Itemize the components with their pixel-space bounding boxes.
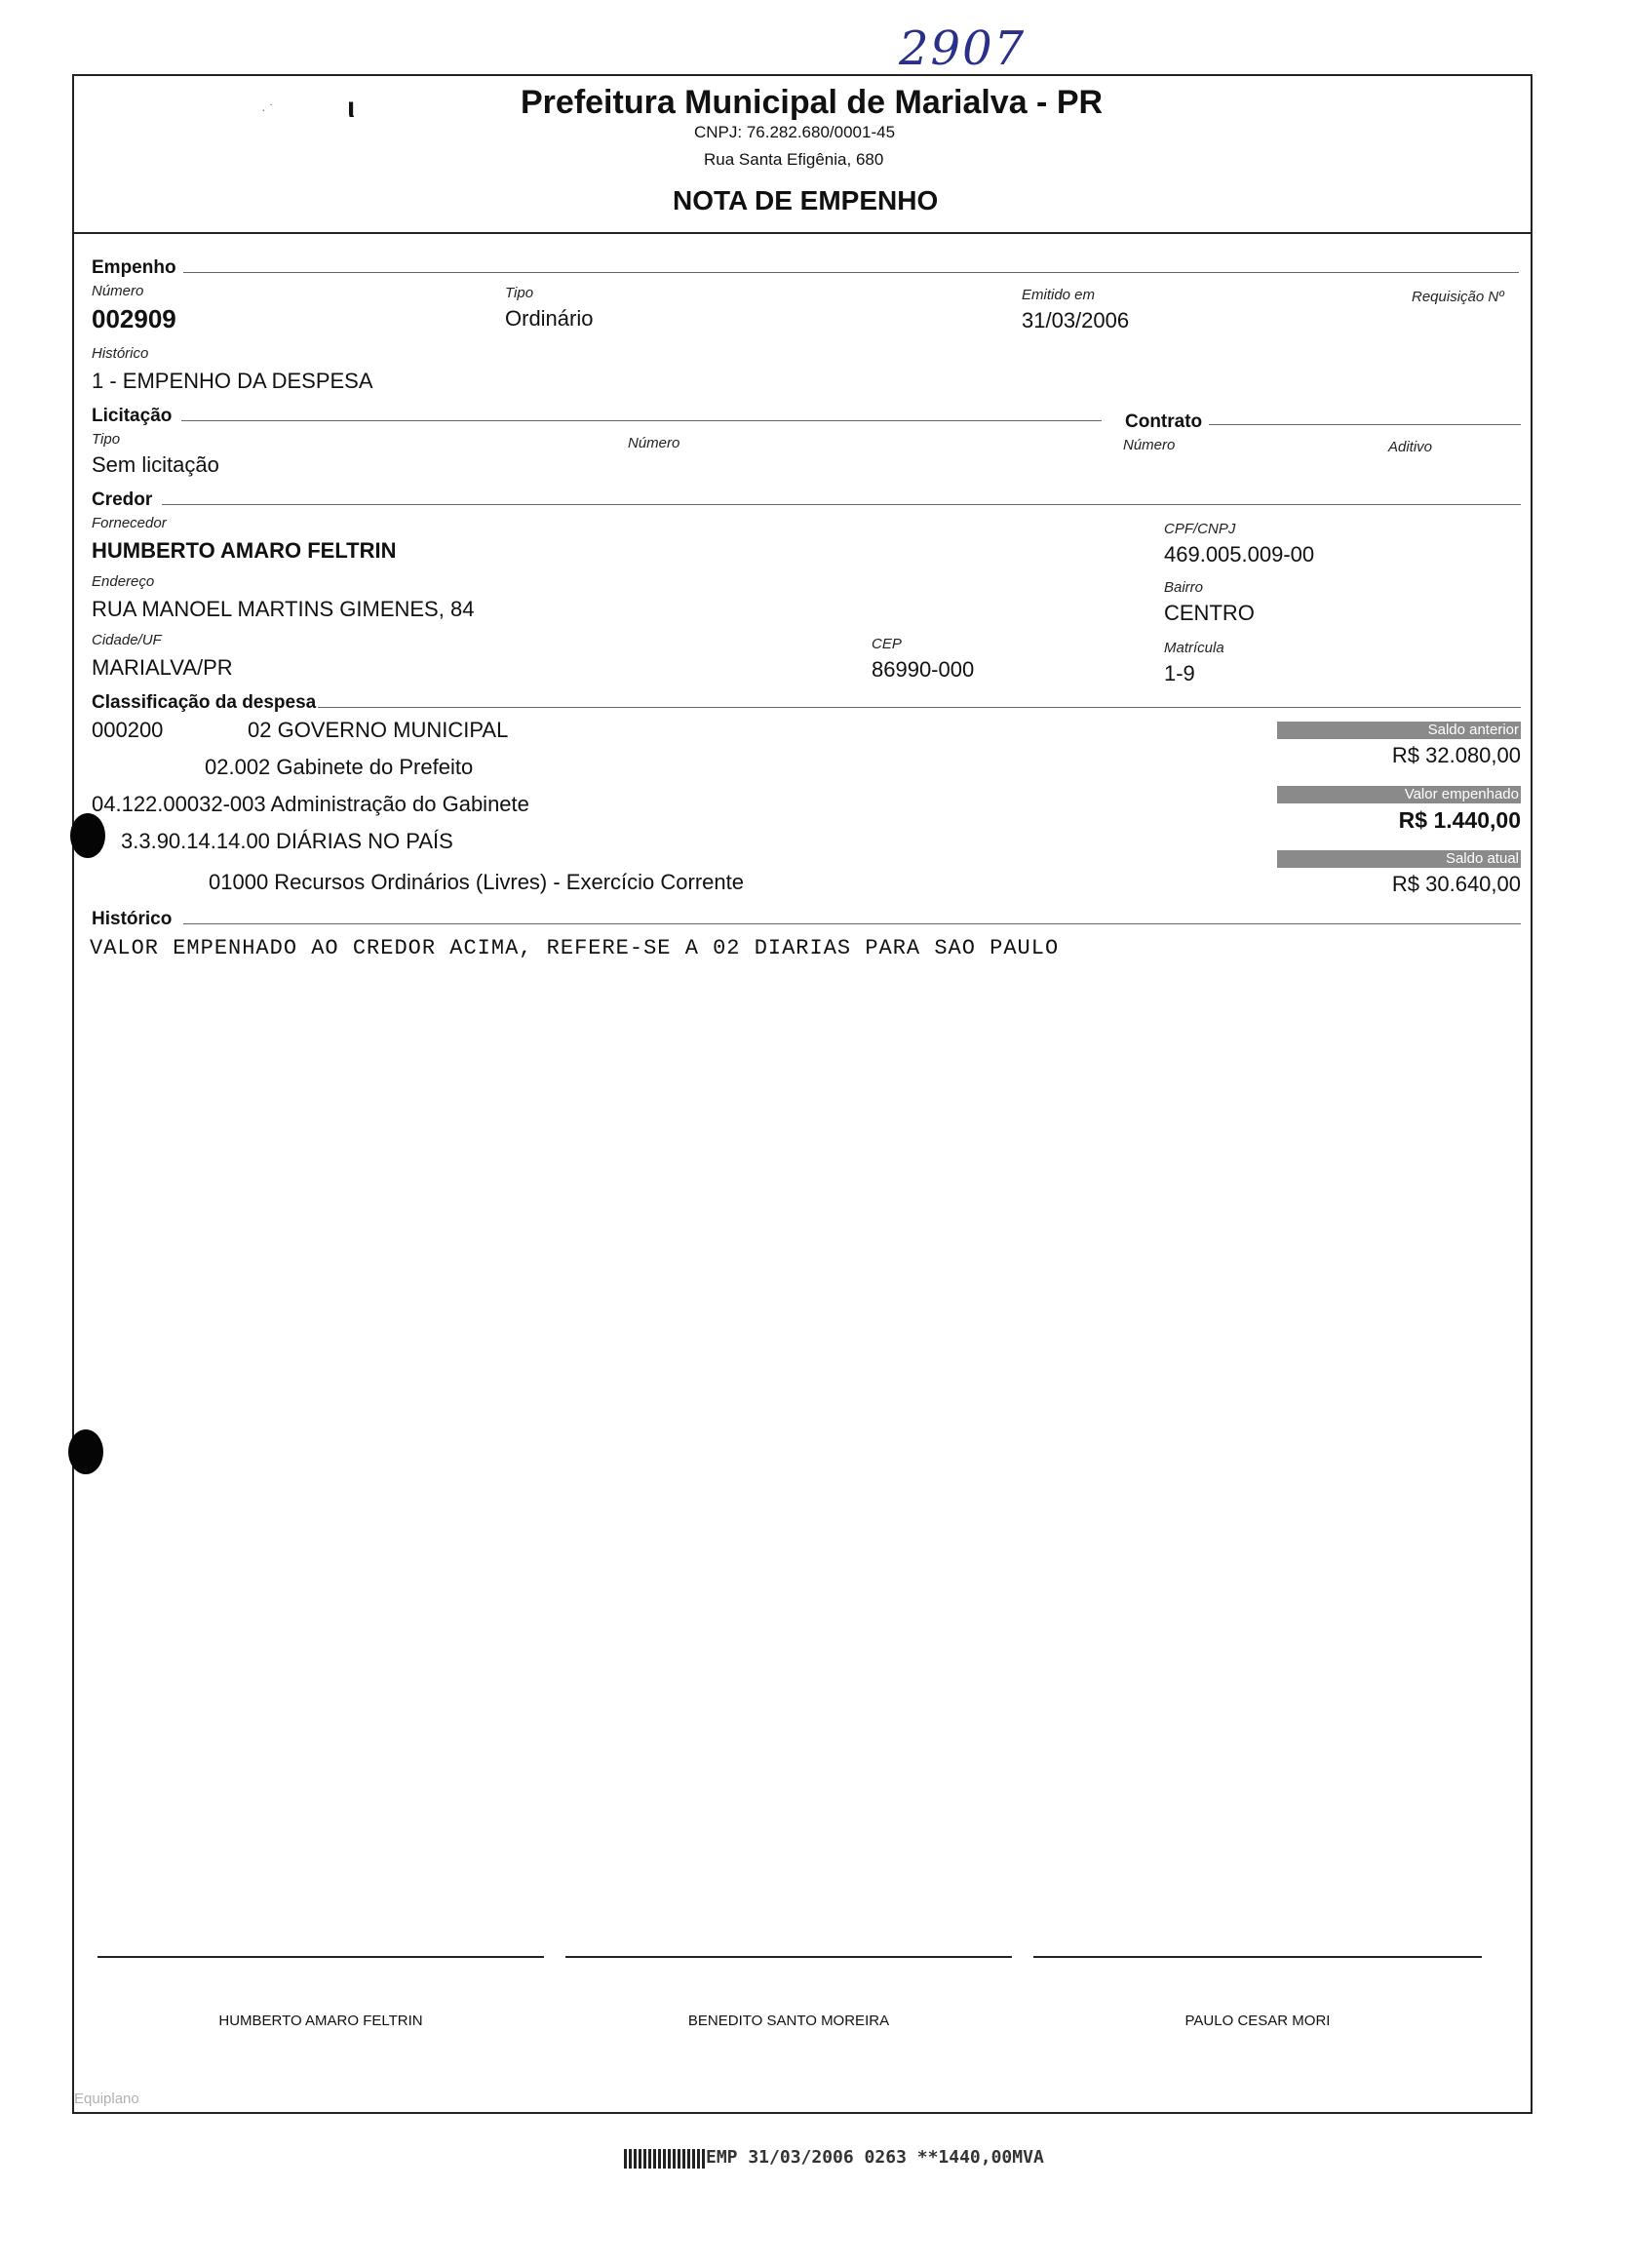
divider: [162, 504, 1521, 505]
logo-glyph-icon: ι: [347, 92, 356, 124]
signature-line: [97, 1956, 544, 1958]
cep-value: 86990-000: [872, 657, 975, 682]
contrato-numero-label: Número: [1123, 437, 1176, 453]
signature-name-1: HUMBERTO AMARO FELTRIN: [218, 2013, 423, 2029]
class-line-administracao: 04.122.00032-003 Administração do Gabinete: [92, 792, 529, 816]
divider: [183, 923, 1521, 924]
signature-line: [565, 1956, 1012, 1958]
page-title: Prefeitura Municipal de Marialva - PR: [521, 84, 1104, 121]
bairro-value: CENTRO: [1164, 601, 1255, 625]
emitido-label: Emitido em: [1022, 287, 1096, 303]
saldo-atual-label: Saldo atual: [1277, 850, 1521, 868]
emitido-date: 31/03/2006: [1022, 308, 1130, 332]
section-contrato: Contrato: [1125, 411, 1203, 432]
requisicao-label: Requisição Nº: [1412, 289, 1504, 305]
address-text: Rua Santa Efigênia, 680: [704, 150, 884, 169]
class-line-gabinete: 02.002 Gabinete do Prefeito: [205, 755, 474, 779]
divider: [318, 707, 1521, 708]
section-licitacao: Licitação: [92, 406, 173, 426]
class-line-code: 000200: [92, 718, 164, 742]
cidade-value: MARIALVA/PR: [92, 655, 233, 680]
cnpj-text: CNPJ: 76.282.680/0001-45: [694, 123, 896, 141]
divider: [181, 420, 1102, 421]
fornecedor-name: HUMBERTO AMARO FELTRIN: [92, 538, 397, 563]
footer-code: EMP 31/03/2006 0263 **1440,00MVA: [706, 2147, 1044, 2168]
logo-mark-icon: · ˙: [261, 101, 275, 117]
class-line-governo: 02 GOVERNO MUNICIPAL: [248, 718, 509, 742]
matricula-value: 1-9: [1164, 661, 1195, 685]
software-name: Equiplano: [74, 2091, 139, 2107]
cpf-value: 469.005.009-00: [1164, 542, 1315, 567]
licitacao-tipo: Sem licitação: [92, 452, 219, 477]
empenho-historico-label: Histórico: [92, 345, 149, 362]
section-credor: Credor: [92, 489, 153, 510]
punch-hole-icon: [68, 1429, 103, 1474]
saldo-atual-value: R$ 30.640,00: [1391, 872, 1521, 896]
section-empenho: Empenho: [92, 257, 176, 278]
contrato-aditivo-label: Aditivo: [1388, 439, 1433, 455]
empenho-numero-label: Número: [92, 283, 144, 299]
matricula-label: Matrícula: [1164, 640, 1224, 656]
header-divider: [72, 232, 1531, 234]
cidade-label: Cidade/UF: [92, 632, 162, 648]
bairro-label: Bairro: [1164, 579, 1204, 596]
barcode-icon: [624, 2149, 706, 2169]
licitacao-tipo-label: Tipo: [92, 431, 121, 448]
saldo-anterior-label: Saldo anterior: [1277, 722, 1521, 739]
signature-name-3: PAULO CESAR MORI: [1184, 2013, 1331, 2029]
signature-name-2: BENEDITO SANTO MOREIRA: [687, 2013, 890, 2029]
class-line-recursos: 01000 Recursos Ordinários (Livres) - Exercício Corrente: [209, 870, 744, 894]
section-classificacao: Classificação da despesa: [92, 692, 317, 713]
endereco-label: Endereço: [92, 573, 155, 590]
divider: [183, 272, 1519, 273]
valor-empenhado-value: R$ 1.440,00: [1398, 807, 1521, 833]
empenho-tipo-label: Tipo: [505, 285, 534, 301]
empenho-numero: 002909: [92, 304, 176, 333]
class-line-diarias: 3.3.90.14.14.00 DIÁRIAS NO PAÍS: [121, 829, 453, 853]
saldo-anterior-value: R$ 32.080,00: [1391, 743, 1521, 767]
empenho-tipo: Ordinário: [505, 306, 594, 331]
punch-hole-icon: [70, 813, 105, 858]
licitacao-numero-label: Número: [628, 435, 680, 451]
fornecedor-label: Fornecedor: [92, 515, 167, 531]
valor-empenhado-label: Valor empenhado: [1277, 786, 1521, 803]
cep-label: CEP: [872, 636, 902, 652]
cpf-label: CPF/CNPJ: [1164, 521, 1236, 537]
handwritten-number: 2907: [899, 21, 1027, 76]
document-title: NOTA DE EMPENHO: [673, 185, 939, 215]
endereco-value: RUA MANOEL MARTINS GIMENES, 84: [92, 597, 475, 621]
divider: [1209, 424, 1521, 425]
signature-line: [1033, 1956, 1482, 1958]
historico-text: VALOR EMPENHADO AO CREDOR ACIMA, REFERE-SE A 02 DIARIAS PARA SAO PAULO: [90, 936, 1060, 960]
section-historico: Histórico: [92, 909, 173, 929]
empenho-historico: 1 - EMPENHO DA DESPESA: [92, 369, 373, 393]
